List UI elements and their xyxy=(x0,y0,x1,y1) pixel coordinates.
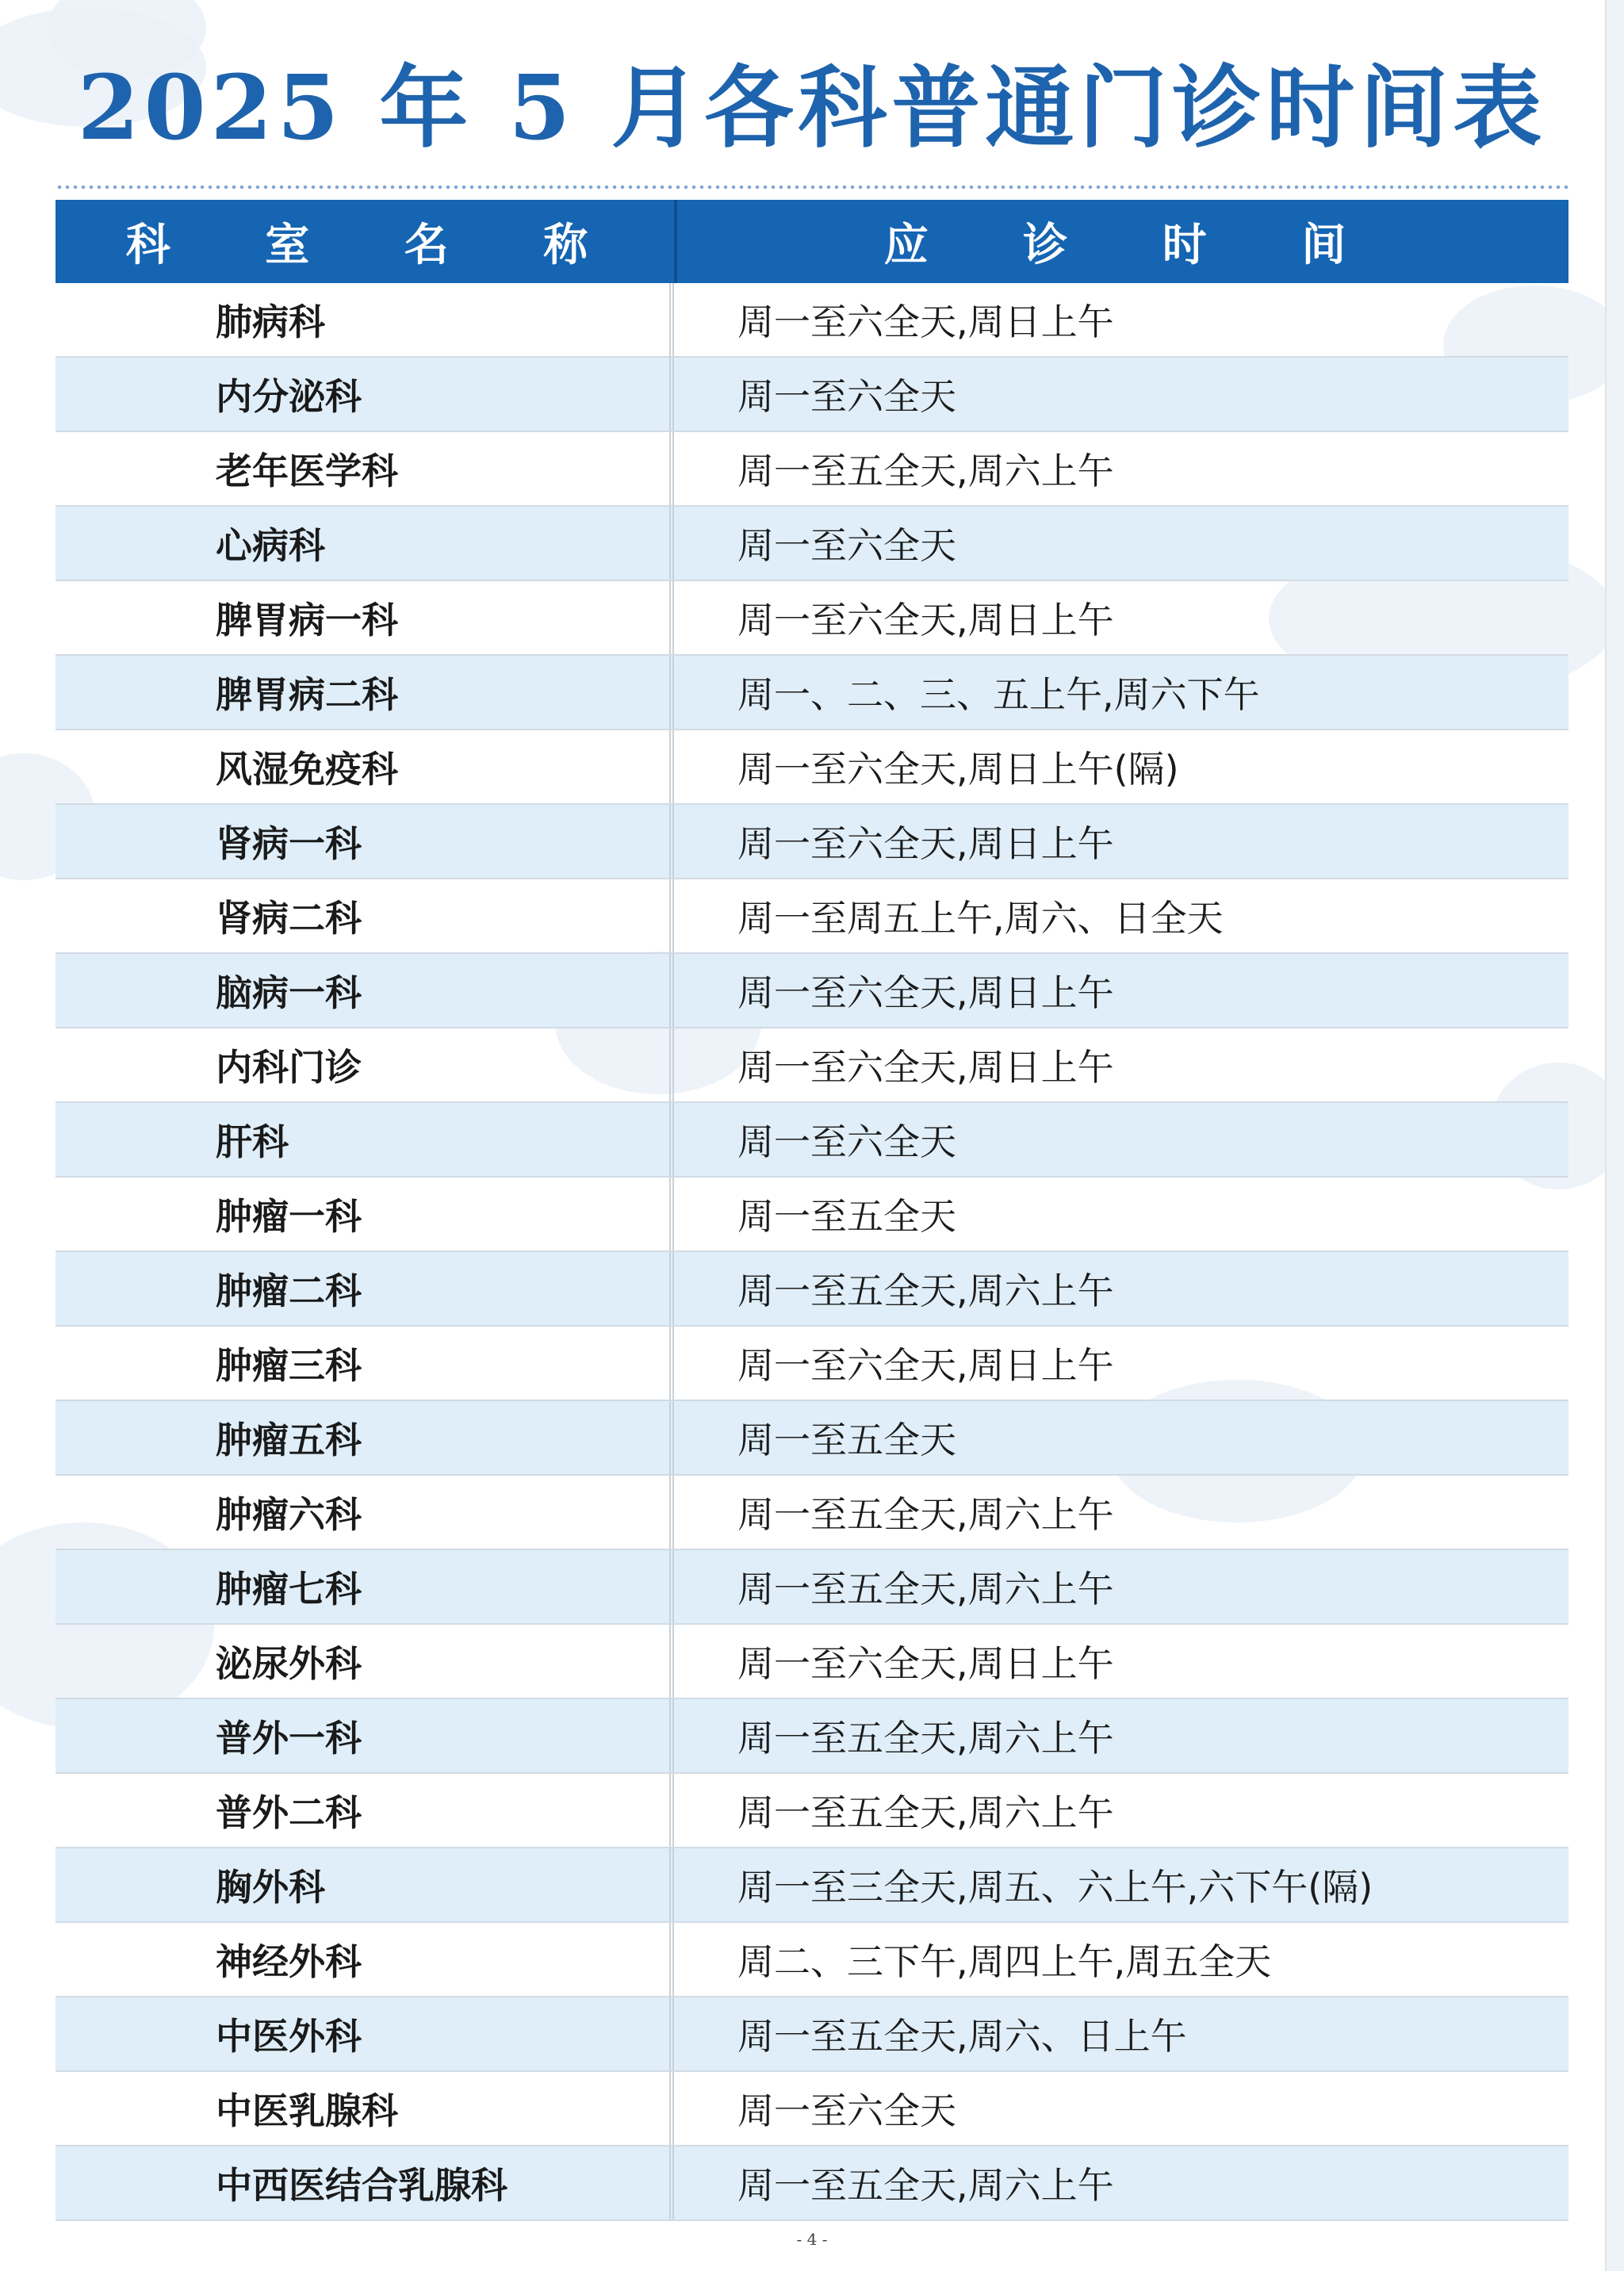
table-row xyxy=(56,507,1568,581)
department-name: 中医乳腺科 xyxy=(56,2072,674,2145)
table-row xyxy=(56,656,1568,730)
department-name: 肾病二科 xyxy=(56,879,674,952)
table-row xyxy=(56,879,1568,954)
clinic-hours: 周一至三全天,周五、六上午,六下午(隔) xyxy=(737,1866,1373,1909)
clinic-hours: 周一至六全天,周日上午(隔) xyxy=(737,748,1179,791)
clinic-hours: 周一至六全天,周日上午 xyxy=(737,1046,1114,1089)
clinic-hours: 周一至六全天,周日上午 xyxy=(737,1642,1114,1685)
clinic-hours: 周一至五全天,周六上午 xyxy=(737,1568,1114,1610)
table-row xyxy=(56,1028,1568,1103)
table-row xyxy=(56,1327,1568,1401)
department-name: 胸外科 xyxy=(56,1848,674,1921)
clinic-hours: 周一至五全天,周六上午 xyxy=(737,1717,1114,1760)
clinic-hours: 周二、三下午,周四上午,周五全天 xyxy=(737,1940,1272,1983)
department-name: 内分泌科 xyxy=(56,358,674,431)
clinic-hours: 周一至五全天,周六上午 xyxy=(737,1270,1114,1312)
clinic-hours: 周一至五全天 xyxy=(737,1419,956,1461)
clinic-hours: 周一至六全天 xyxy=(737,524,956,567)
department-name: 肿瘤一科 xyxy=(56,1178,674,1250)
department-name: 泌尿外科 xyxy=(56,1625,674,1698)
department-name: 老年医学科 xyxy=(56,432,674,505)
table-row xyxy=(56,805,1568,879)
department-name: 脑病一科 xyxy=(56,954,674,1027)
table-row xyxy=(56,2147,1568,2221)
department-name: 中西医结合乳腺科 xyxy=(56,2147,674,2219)
schedule-table xyxy=(56,200,1568,2221)
clinic-hours: 周一至五全天,周六上午 xyxy=(737,1493,1114,1536)
clinic-hours: 周一至五全天,周六上午 xyxy=(737,2164,1114,2207)
department-name: 内科门诊 xyxy=(56,1028,674,1101)
table-row xyxy=(56,1774,1568,1848)
department-name: 中医外科 xyxy=(56,1997,674,2070)
department-name: 普外二科 xyxy=(56,1774,674,1847)
table-row xyxy=(56,2072,1568,2147)
clinic-hours: 周一至六全天,周日上午 xyxy=(737,301,1114,343)
clinic-hours: 周一至五全天,周六、日上午 xyxy=(737,2015,1187,2058)
table-row xyxy=(56,1848,1568,1923)
table-row xyxy=(56,1625,1568,1699)
department-name: 心病科 xyxy=(56,507,674,580)
clinic-hours: 周一至周五上午,周六、日全天 xyxy=(737,897,1224,940)
table-row xyxy=(56,1476,1568,1550)
department-name: 肿瘤六科 xyxy=(56,1476,674,1549)
department-name: 脾胃病一科 xyxy=(56,581,674,654)
clinic-hours: 周一至六全天,周日上午 xyxy=(737,1344,1114,1387)
table-row xyxy=(56,954,1568,1028)
clinic-hours: 周一至六全天,周日上午 xyxy=(737,971,1114,1014)
page-edge xyxy=(1605,0,1624,2271)
department-name: 风湿免疫科 xyxy=(56,730,674,803)
department-name: 神经外科 xyxy=(56,1923,674,1996)
table-body xyxy=(56,283,1568,2221)
table-row xyxy=(56,358,1568,432)
department-name: 普外一科 xyxy=(56,1699,674,1772)
clinic-hours: 周一至六全天 xyxy=(737,2089,956,2132)
table-row xyxy=(56,1401,1568,1476)
department-name: 脾胃病二科 xyxy=(56,656,674,729)
table-row xyxy=(56,730,1568,805)
table-row xyxy=(56,1699,1568,1774)
clinic-hours: 周一至六全天,周日上午 xyxy=(737,599,1114,641)
table-row xyxy=(56,1997,1568,2072)
table-row xyxy=(56,1252,1568,1327)
table-row xyxy=(56,1103,1568,1178)
table-row xyxy=(56,432,1568,507)
page-title: 2025 年 5 月各科普通门诊时间表 xyxy=(77,56,1547,160)
clinic-hours: 周一至六全天 xyxy=(737,1120,956,1163)
dotted-divider xyxy=(56,184,1568,190)
clinic-hours: 周一、二、三、五上午,周六下午 xyxy=(737,673,1260,716)
table-header xyxy=(56,200,1568,283)
clinic-hours: 周一至六全天,周日上午 xyxy=(737,822,1114,865)
department-name: 肿瘤三科 xyxy=(56,1327,674,1400)
header-department: 科 室 名 称 xyxy=(125,219,628,271)
department-name: 肿瘤二科 xyxy=(56,1252,674,1325)
header-hours: 应 诊 时 间 xyxy=(883,219,1386,271)
table-row xyxy=(56,1923,1568,1997)
department-name: 肺病科 xyxy=(56,283,674,356)
department-name: 肾病一科 xyxy=(56,805,674,878)
department-name: 肿瘤七科 xyxy=(56,1550,674,1623)
table-row xyxy=(56,1550,1568,1625)
page-number: - 4 - xyxy=(796,2230,828,2249)
clinic-hours: 周一至五全天 xyxy=(737,1195,956,1238)
table-row xyxy=(56,283,1568,358)
clinic-hours: 周一至六全天 xyxy=(737,375,956,418)
department-name: 肿瘤五科 xyxy=(56,1401,674,1474)
clinic-hours: 周一至五全天,周六上午 xyxy=(737,1791,1114,1834)
clinic-hours: 周一至五全天,周六上午 xyxy=(737,450,1114,492)
table-row xyxy=(56,1178,1568,1252)
table-row xyxy=(56,581,1568,656)
department-name: 肝科 xyxy=(56,1103,674,1176)
